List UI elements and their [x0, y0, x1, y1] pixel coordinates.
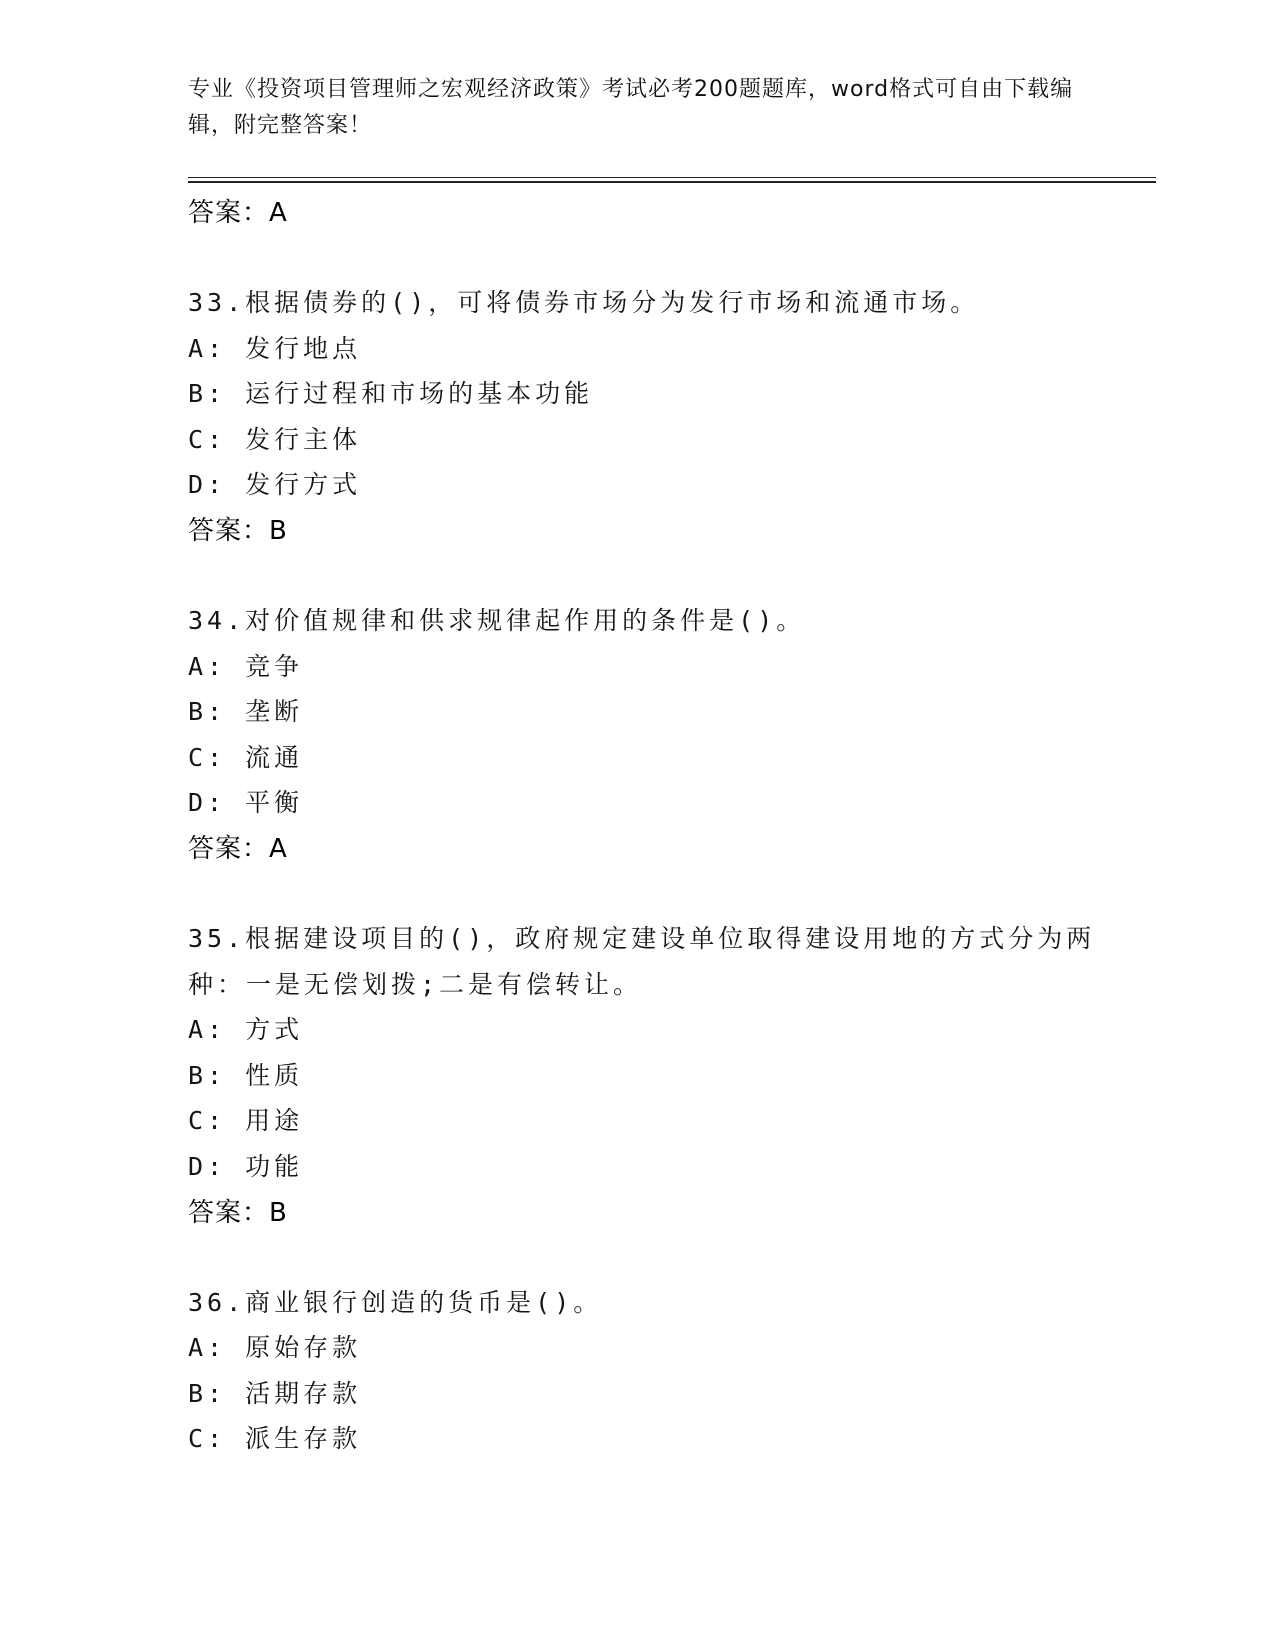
question-block: [188, 1280, 1088, 1462]
option-a: A: 原始存款: [188, 1333, 362, 1363]
question-stem-line-2: 种：一是无偿划拨;二是有偿转让。: [188, 969, 643, 999]
option-d: D: 平衡: [188, 788, 304, 818]
spacer: [188, 236, 1088, 280]
option-c: C: 用途: [188, 1106, 304, 1136]
option-d: D: 功能: [188, 1151, 304, 1181]
option-a: A: 竞争: [188, 651, 304, 681]
question-block: [188, 916, 1096, 1236]
option-b: B: 活期存款: [188, 1378, 362, 1408]
option-b: B: 性质: [188, 1060, 304, 1090]
spacer: [188, 872, 1088, 916]
document-header: 专业《投资项目管理师之宏观经济政策》考试必考200题题库，word格式可自由下载编辑，附完整答案！: [188, 77, 1074, 138]
option-c: C: 派生存款: [188, 1424, 362, 1454]
option-c: C: 发行主体: [188, 424, 362, 454]
option-b: B: 垄断: [188, 697, 304, 727]
question-stem: 33.根据债券的()，可将债券市场分为发行市场和流通市场。: [188, 288, 980, 317]
question-block: [188, 598, 1088, 872]
option-a: A: 发行地点: [188, 333, 362, 363]
answer-label: 答案：A: [188, 833, 288, 864]
option-a: A: 方式: [188, 1015, 304, 1045]
spacer: [188, 554, 1088, 598]
question-stem-line-1: 35.根据建设项目的()，政府规定建设单位取得建设用地的方式分为两: [188, 923, 1096, 953]
question-stem: 36.商业银行创造的货币是()。: [188, 1287, 603, 1317]
option-b: B: 运行过程和市场的基本功能: [188, 379, 594, 409]
answer-label: 答案：B: [188, 515, 288, 546]
answer-label: 答案：B: [188, 1197, 288, 1228]
question-block: [188, 280, 1088, 554]
option-d: D: 发行方式: [188, 470, 362, 500]
question-stem: 34.对价值规律和供求规律起作用的条件是()。: [188, 605, 806, 635]
answer-label: 答案：A: [188, 198, 288, 228]
header-divider-thin: [188, 177, 1156, 178]
header-divider: [188, 177, 1156, 183]
option-c: C: 流通: [188, 742, 304, 772]
spacer: [188, 1236, 1088, 1280]
header-divider-thick: [188, 181, 1156, 183]
question-list: [188, 190, 1096, 1462]
